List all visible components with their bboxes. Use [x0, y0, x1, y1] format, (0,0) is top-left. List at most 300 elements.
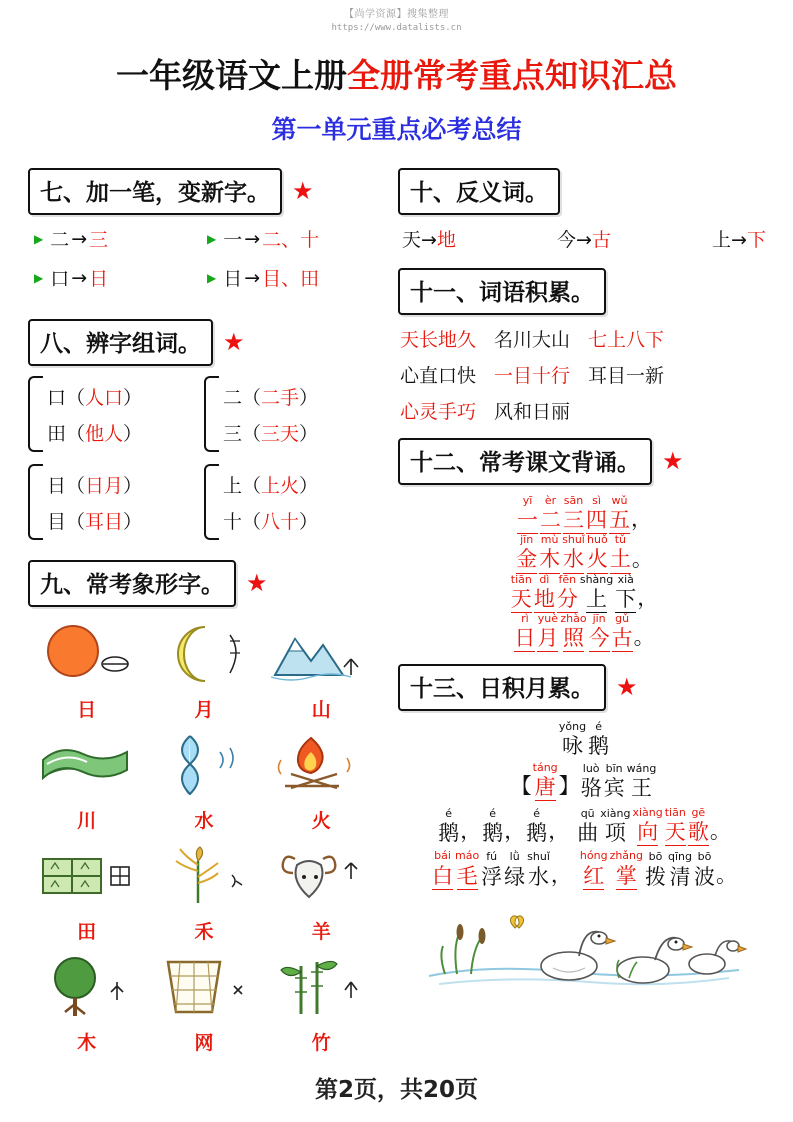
pinyin-char: [526, 808, 547, 846]
hanzi: 清: [669, 864, 691, 889]
pinyin: luò: [582, 761, 600, 775]
bracket-open: 【: [510, 774, 532, 799]
brace-icon: [204, 464, 219, 540]
antonym-left: 天: [402, 229, 422, 251]
hanzi: 二: [540, 507, 561, 534]
pinyin-char: [481, 851, 502, 889]
bamboo-icon: [263, 950, 380, 1026]
pair-row: 上（上火）: [223, 474, 319, 497]
pictograph-label: 月: [194, 699, 214, 721]
punctuation: ，: [548, 819, 570, 844]
star-icon: ★: [662, 448, 684, 475]
hanzi: 绿: [504, 864, 526, 889]
geese-pond-illustration: [398, 898, 770, 994]
pinyin-char: [645, 851, 666, 889]
tree-icon: [28, 950, 145, 1026]
star-icon: ★: [246, 570, 268, 597]
pair-column: [204, 376, 380, 458]
stroke-from: 一: [223, 229, 243, 251]
pinyin: zhào: [560, 612, 587, 626]
pinyin: shuǐ: [527, 850, 550, 864]
hanzi: 鹅: [482, 821, 504, 846]
section-11-heading: 十一、词语积累。: [398, 268, 606, 315]
stroke-from: 二: [50, 229, 70, 251]
pinyin-char: [612, 613, 633, 652]
pair-group: [28, 376, 204, 452]
hanzi: 古: [612, 625, 633, 652]
hanzi: 下: [615, 586, 636, 613]
pair-char: 十: [223, 510, 243, 533]
pair-char: 三: [223, 422, 243, 445]
hanzi: 木: [539, 546, 560, 573]
hanzi: 波: [694, 864, 716, 889]
arrow-icon: →: [71, 227, 88, 250]
idiom: 名川大山: [494, 329, 571, 351]
punctuation: 。: [633, 625, 655, 650]
stroke-to: 三: [89, 229, 109, 251]
stroke-item: [34, 264, 207, 291]
pair-char: 日: [47, 474, 67, 497]
hanzi: 曲: [577, 821, 599, 846]
idiom: 心灵手巧: [400, 401, 477, 423]
section-12-heading: 十二、常考课文背诵。: [398, 438, 652, 485]
moon-icon: [145, 617, 262, 693]
hanzi: 分: [557, 586, 578, 613]
stroke-to: 日: [89, 268, 109, 290]
pictograph-item: [28, 839, 145, 944]
pictograph-item: [145, 617, 262, 722]
hanzi: 三: [563, 507, 584, 534]
pinyin-char: [694, 851, 715, 889]
water-icon: [145, 728, 262, 804]
mountain-icon: [263, 617, 380, 693]
pair-word: 上火: [261, 474, 300, 497]
pictograph-label: 田: [77, 921, 97, 943]
antonym-list: [402, 225, 766, 252]
pinyin: bīn: [605, 761, 623, 775]
idiom: 风和日丽: [494, 401, 571, 423]
pair-row: 田（他人）: [47, 422, 143, 445]
arrow-icon: →: [244, 266, 261, 289]
pinyin-char: [580, 850, 608, 889]
hanzi: 毛: [457, 863, 478, 890]
pinyin-char: [504, 851, 525, 889]
section-10-header: [398, 168, 770, 215]
idiom: 心直口快: [400, 365, 477, 387]
hanzi: 今: [589, 625, 610, 652]
pictograph-item: [145, 950, 262, 1055]
pair-row: 二（二手）: [223, 386, 319, 409]
pinyin-char: [534, 574, 555, 613]
pinyin: bái: [434, 849, 451, 863]
pinyin: bō: [697, 850, 712, 864]
pictograph-item: [263, 728, 380, 833]
verse-line: [398, 574, 770, 613]
watermark: [331, 8, 461, 34]
verse-line: [398, 495, 770, 534]
pinyin: rì: [521, 612, 529, 626]
bullet-triangle-icon: ▶: [34, 270, 44, 285]
pinyin: máo: [454, 849, 480, 863]
hanzi: 项: [604, 821, 626, 846]
hanzi: 照: [563, 625, 584, 652]
section-11-header: [398, 268, 770, 315]
pinyin: gē: [691, 806, 706, 820]
pinyin: tǔ: [614, 533, 626, 547]
pinyin: táng: [532, 760, 558, 774]
pair-group: [204, 376, 380, 452]
pinyin: gǔ: [615, 612, 630, 626]
hanzi: 火: [587, 546, 608, 573]
pinyin: qū: [580, 807, 595, 821]
sheep-icon: [263, 839, 380, 915]
stroke-to: 目、田: [262, 268, 320, 290]
punctuation: ，: [631, 507, 652, 532]
recitation-verses: [398, 495, 770, 652]
pinyin-char: [580, 574, 613, 613]
section-13-heading: 十三、日积月累。: [398, 664, 606, 711]
pinyin: shuǐ: [562, 533, 585, 547]
pinyin-char: [557, 574, 578, 613]
hanzi: 五: [609, 507, 630, 534]
pinyin: tiān: [664, 806, 686, 820]
pictograph-label: 网: [194, 1032, 214, 1054]
pictograph-label: 山: [311, 699, 331, 721]
poem-author: [398, 762, 770, 801]
pinyin-char: [517, 495, 538, 534]
pictograph-label: 木: [77, 1032, 97, 1054]
antonym-right: 下: [746, 229, 766, 251]
brace-icon: [204, 376, 219, 452]
pinyin: zhǎng: [609, 849, 644, 863]
pinyin-char: [610, 850, 643, 889]
pair-column: [204, 464, 380, 546]
pinyin-char: [587, 534, 608, 573]
hanzi: 水: [528, 864, 550, 889]
idiom-row: [400, 397, 768, 424]
pinyin: sì: [592, 494, 601, 507]
pictograph-label: 竹: [311, 1032, 331, 1054]
pinyin-char: [482, 808, 503, 846]
pictograph-grid: [28, 617, 380, 1061]
pinyin-char: [438, 808, 459, 846]
idiom-row: [400, 361, 768, 388]
stroke-item: [207, 225, 380, 252]
section-9-header: [28, 560, 380, 607]
right-column: [398, 168, 770, 994]
pinyin-char: [563, 495, 584, 534]
pictograph-item: [28, 617, 145, 722]
pinyin: wáng: [626, 761, 657, 775]
pinyin-char: [668, 851, 692, 889]
pair-word: 人口: [85, 386, 124, 409]
section-7-header: [28, 168, 380, 215]
hanzi: 金: [516, 546, 537, 573]
pinyin: jīn: [592, 612, 606, 626]
hanzi: 唐: [535, 774, 556, 801]
section-10-heading: 十、反义词。: [398, 168, 560, 215]
pinyin: tiān: [510, 572, 532, 586]
punctuation: ，: [637, 586, 659, 611]
section-8-row-1: [28, 376, 380, 458]
pinyin: é: [595, 720, 602, 734]
section-7-items: [34, 225, 380, 303]
pinyin-char: [562, 534, 585, 573]
hanzi: 拨: [645, 864, 667, 889]
pictograph-item: [28, 728, 145, 833]
pair-word: 耳目: [85, 510, 124, 533]
pinyin-char: [627, 763, 657, 801]
pictograph-label: 火: [311, 810, 331, 832]
hanzi: 向: [637, 819, 658, 846]
bullet-triangle-icon: ▶: [34, 231, 44, 246]
pair-word: 日月: [85, 474, 124, 497]
idiom: 七上八下: [588, 329, 665, 351]
pinyin-char: [665, 807, 686, 846]
pair-row: 目（耳目）: [47, 510, 143, 533]
pinyin: yī: [522, 494, 533, 507]
hanzi: 歌: [688, 819, 709, 846]
pinyin-char: [539, 534, 560, 573]
bracket-close: 】: [558, 774, 580, 799]
pinyin: dì: [539, 572, 550, 586]
hanzi: 四: [586, 507, 607, 534]
field-icon: [28, 839, 145, 915]
hanzi: 红: [583, 863, 604, 890]
verse-line: [398, 613, 770, 652]
pinyin: èr: [544, 494, 557, 507]
pair-group: [204, 464, 380, 540]
pinyin: fú: [486, 850, 498, 864]
pinyin-char: [432, 850, 453, 889]
page-title-black: 一年级语文上册: [116, 56, 347, 95]
pinyin-char: [455, 850, 479, 889]
brace-icon: [28, 464, 43, 540]
pair-rows: [47, 378, 142, 450]
section-9-heading: 九、常考象形字。: [28, 560, 236, 607]
pair-row: 口（人口）: [47, 386, 143, 409]
pinyin: wǔ: [611, 494, 628, 507]
pair-char: 上: [223, 474, 243, 497]
section-8-heading: 八、辨字组词。: [28, 319, 213, 366]
stroke-from: 口: [50, 268, 70, 290]
antonym-pair: 今→古: [557, 229, 611, 251]
pinyin-char: [610, 534, 631, 573]
pinyin: xiàng: [600, 807, 631, 821]
punctuation: 。: [716, 862, 738, 887]
idiom-list: [400, 325, 768, 424]
pinyin-char: [588, 721, 609, 759]
pinyin: lǜ: [509, 850, 520, 864]
section-8-row-2: [28, 464, 380, 546]
pinyin-char: [511, 574, 532, 613]
pinyin: huǒ: [587, 533, 608, 547]
arrow-icon: →: [244, 227, 261, 250]
antonym-pair: 天→地: [402, 229, 456, 251]
hanzi: 月: [537, 625, 558, 652]
antonym-pair: 上→下: [712, 229, 766, 251]
pinyin-char: [559, 721, 586, 759]
pinyin: qīng: [668, 850, 693, 864]
pinyin-char: [586, 495, 607, 534]
sun-icon: [28, 617, 145, 693]
pair-row: 十（八十）: [223, 510, 319, 533]
hanzi: 一: [517, 507, 538, 534]
left-column: [28, 168, 380, 1061]
poem-line: [398, 807, 770, 846]
hanzi: 上: [586, 586, 607, 613]
pinyin: yuè: [537, 612, 559, 626]
hanzi: 土: [610, 546, 631, 573]
hanzi: 天: [665, 819, 686, 846]
pair-rows: [223, 466, 318, 538]
pinyin-char: [577, 808, 598, 846]
pinyin-char: [604, 763, 625, 801]
stroke-from: 日: [223, 268, 243, 290]
pictograph-item: [145, 728, 262, 833]
verse-line: [398, 534, 770, 573]
net-icon: [145, 950, 262, 1026]
pinyin: é: [489, 807, 497, 821]
hanzi: 鹅: [588, 734, 610, 759]
page-title-red: 全册常考重点知识汇总: [347, 56, 677, 95]
pair-column: [28, 464, 204, 546]
pinyin-char: [609, 495, 630, 534]
pinyin-char: [688, 807, 709, 846]
hanzi: 鹅: [526, 821, 548, 846]
hanzi: 日: [514, 625, 535, 652]
section-8-header: [28, 319, 380, 366]
punctuation: ，: [550, 862, 572, 887]
pinyin: hóng: [579, 849, 608, 863]
pictograph-label: 禾: [194, 921, 214, 943]
pinyin-char: [615, 574, 636, 613]
antonym-right: 古: [591, 229, 611, 251]
pair-word: 二手: [261, 386, 300, 409]
watermark-line-1: 【尚学资源】搜集整理: [343, 9, 449, 20]
pinyin-char: [581, 763, 602, 801]
section-12-header: [398, 438, 770, 485]
pinyin: fēn: [558, 572, 577, 586]
punctuation: 。: [631, 546, 653, 571]
brace-icon: [28, 376, 43, 452]
pair-char: 田: [47, 422, 67, 445]
star-icon: ★: [616, 674, 638, 701]
antonym-left: 今: [557, 229, 577, 251]
pictograph-item: [263, 839, 380, 944]
pinyin: é: [445, 807, 453, 821]
pair-group: [28, 464, 204, 540]
arrow-icon: →: [71, 266, 88, 289]
stroke-item: [34, 225, 207, 252]
antonym-right: 地: [436, 229, 456, 251]
pictograph-item: [263, 950, 380, 1055]
pair-char: 目: [47, 510, 67, 533]
river-icon: [28, 728, 145, 804]
pair-row: 三（三天）: [223, 422, 319, 445]
stroke-item: [207, 264, 380, 291]
pictograph-label: 川: [77, 810, 97, 832]
pinyin-char: [533, 762, 558, 801]
pinyin-char: [560, 613, 586, 652]
hanzi: 水: [563, 546, 584, 573]
pictograph-label: 日: [77, 699, 97, 721]
poem-title: [398, 721, 770, 759]
pair-char: 口: [47, 386, 67, 409]
pinyin: bō: [648, 850, 663, 864]
pinyin-char: [516, 534, 537, 573]
pinyin-char: [537, 613, 558, 652]
pinyin: sān: [563, 494, 584, 507]
bullet-triangle-icon: ▶: [207, 231, 217, 246]
hanzi: 王: [631, 775, 652, 800]
pictograph-item: [263, 617, 380, 722]
pinyin: é: [533, 807, 541, 821]
pinyin-char: [600, 808, 630, 846]
star-icon: ★: [223, 329, 245, 356]
fire-icon: [263, 728, 380, 804]
pictograph-item: [28, 950, 145, 1055]
pinyin-char: [514, 613, 535, 652]
pinyin: yǒng: [558, 720, 587, 734]
pair-word: 他人: [85, 422, 124, 445]
hanzi: 天: [511, 586, 532, 613]
hanzi: 浮: [481, 864, 503, 889]
hanzi: 掌: [616, 863, 637, 890]
punctuation: ，: [504, 819, 526, 844]
pinyin: shàng: [579, 572, 614, 586]
pictograph-item: [145, 839, 262, 944]
hanzi: 骆: [580, 775, 602, 800]
hanzi: 鹅: [438, 821, 460, 846]
section-13-header: [398, 664, 770, 711]
pair-word: 三天: [261, 422, 300, 445]
pictograph-label: 水: [194, 810, 214, 832]
hanzi: 地: [534, 586, 555, 613]
poem-line: [398, 850, 770, 889]
stroke-to: 二、十: [262, 229, 320, 251]
pinyin: jīn: [520, 533, 534, 547]
grain-icon: [145, 839, 262, 915]
idiom-row: [400, 325, 768, 352]
pinyin: xiàng: [632, 806, 663, 820]
idiom: 天长地久: [400, 329, 477, 351]
pinyin: mù: [540, 533, 559, 547]
pinyin-char: [540, 495, 561, 534]
hanzi: 咏: [561, 734, 583, 759]
pair-word: 八十: [261, 510, 300, 533]
page-subtitle: 第一单元重点必考总结: [271, 115, 522, 144]
punctuation: 。: [709, 819, 731, 844]
pair-char: 二: [223, 386, 243, 409]
pinyin-char: [632, 807, 662, 846]
star-icon: ★: [292, 178, 314, 205]
page-title: [0, 50, 793, 97]
pinyin-char: [527, 851, 550, 889]
pair-rows: [47, 466, 142, 538]
watermark-line-2: https://www.datalists.cn: [331, 22, 462, 33]
hanzi: 白: [432, 863, 453, 890]
pair-rows: [223, 378, 318, 450]
hanzi: 宾: [603, 775, 625, 800]
idiom: 耳目一新: [588, 365, 665, 387]
pair-column: [28, 376, 204, 458]
page-footer: 第2页，共20页: [314, 1077, 478, 1103]
pair-row: 日（日月）: [47, 474, 143, 497]
idiom: 一目十行: [494, 365, 571, 387]
bullet-triangle-icon: ▶: [207, 270, 217, 285]
pinyin-char: [589, 613, 610, 652]
